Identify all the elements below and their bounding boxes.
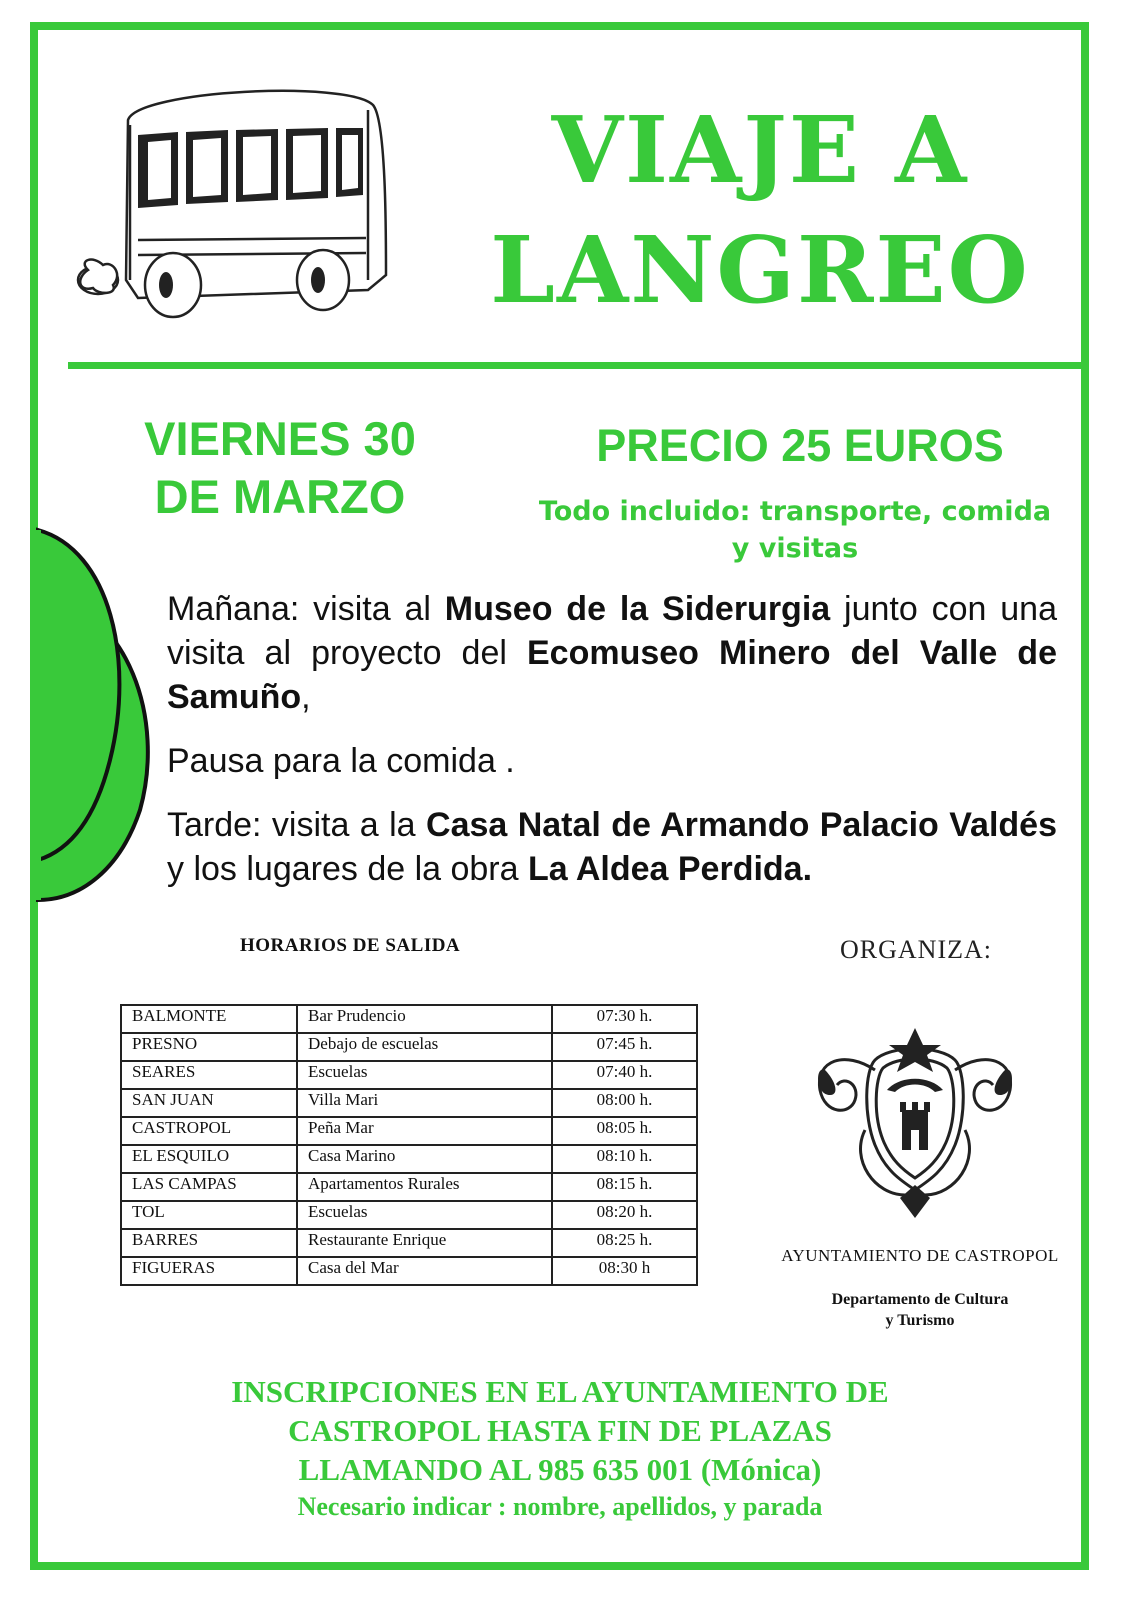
footer-line-4: Necesario indicar : nombre, apellidos, y parada	[297, 1492, 823, 1521]
morning-middle: junto con una visita al proyecto del	[167, 590, 1057, 672]
table-row	[121, 1061, 697, 1089]
stop-place: Restaurante Enrique	[297, 1229, 552, 1257]
included-line-2: y visitas	[731, 533, 859, 564]
price-included	[500, 493, 1090, 567]
morning-suffix: ,	[301, 678, 311, 716]
table-row	[121, 1005, 697, 1033]
organizer-name: AYUNTAMIENTO DE CASTROPOL	[781, 1246, 1059, 1265]
date-line-2: DE MARZO	[154, 470, 406, 523]
table-row	[121, 1117, 697, 1145]
date-line-1: VIERNES 30	[144, 412, 416, 465]
stop-place: Escuelas	[297, 1201, 552, 1229]
table-row	[121, 1173, 697, 1201]
afternoon-middle: y los lugares de la obra	[167, 850, 528, 888]
stop-place: Casa del Mar	[297, 1257, 552, 1285]
footer-line-3: LLAMANDO AL 985 635 001 (Mónica)	[298, 1452, 822, 1487]
organizer-department	[780, 1289, 1060, 1331]
house-name: Casa Natal de Armando Palacio Valdés	[426, 806, 1057, 844]
stop-time: 08:15 h.	[552, 1173, 697, 1201]
stop-town: SAN JUAN	[121, 1089, 297, 1117]
stop-time: 08:30 h	[552, 1257, 697, 1285]
stop-town: TOL	[121, 1201, 297, 1229]
table-row	[121, 1089, 697, 1117]
stop-town: SEARES	[121, 1061, 297, 1089]
footer-line-2: CASTROPOL HASTA FIN DE PLAZAS	[288, 1413, 832, 1448]
afternoon-prefix: Tarde: visita a la	[167, 806, 427, 844]
stop-place: Peña Mar	[297, 1117, 552, 1145]
stop-time: 08:10 h.	[552, 1145, 697, 1173]
table-row	[121, 1145, 697, 1173]
stop-place: Casa Marino	[297, 1145, 552, 1173]
stop-town: FIGUERAS	[121, 1257, 297, 1285]
table-row	[121, 1033, 697, 1061]
table-row	[121, 1229, 697, 1257]
dept-line-2: y Turismo	[885, 1312, 955, 1329]
registration-info	[60, 1372, 1060, 1525]
stop-place: Villa Mari	[297, 1089, 552, 1117]
table-row	[121, 1257, 697, 1285]
morning-paragraph	[167, 587, 1057, 719]
afternoon-paragraph	[167, 803, 1057, 891]
bus-icon	[68, 80, 408, 330]
title-line-1: VIAJE A	[551, 96, 969, 204]
museum-name: Museo de la Siderurgia	[444, 590, 831, 628]
coat-of-arms-icon	[805, 1020, 1025, 1220]
stop-town: PRESNO	[121, 1033, 297, 1061]
stop-town: CASTROPOL	[121, 1117, 297, 1145]
stop-time: 08:05 h.	[552, 1117, 697, 1145]
itinerary	[167, 587, 1057, 911]
stop-place: Escuelas	[297, 1061, 552, 1089]
stop-town: LAS CAMPAS	[121, 1173, 297, 1201]
stop-time: 07:30 h.	[552, 1005, 697, 1033]
stop-time: 08:20 h.	[552, 1201, 697, 1229]
stop-town: BALMONTE	[121, 1005, 297, 1033]
stop-place: Apartamentos Rurales	[297, 1173, 552, 1201]
stop-time: 08:00 h.	[552, 1089, 697, 1117]
trip-price: PRECIO 25 EUROS	[596, 420, 1004, 471]
organizer-label: ORGANIZA:	[840, 935, 992, 964]
decorative-circles-icon	[0, 520, 170, 920]
header-divider	[68, 362, 1088, 369]
stop-town: BARRES	[121, 1229, 297, 1257]
title-line-2: LANGREO	[490, 216, 1030, 324]
footer-line-1: INSCRIPCIONES EN EL AYUNTAMIENTO DE	[231, 1374, 889, 1409]
stop-town: EL ESQUILO	[121, 1145, 297, 1173]
schedule-table	[120, 1004, 698, 1286]
stop-time: 07:45 h.	[552, 1033, 697, 1061]
schedule-title: HORARIOS DE SALIDA	[240, 935, 461, 956]
dept-line-1: Departamento de Cultura	[831, 1291, 1009, 1308]
included-line-1: Todo incluido: transporte, comida	[538, 496, 1052, 527]
trip-date	[100, 410, 460, 526]
ecomuseum-name: Ecomuseo Minero del Valle de Samuño	[167, 634, 1057, 716]
table-row	[121, 1201, 697, 1229]
work-name: La Aldea Perdida.	[527, 850, 813, 888]
stop-time: 07:40 h.	[552, 1061, 697, 1089]
stop-place: Bar Prudencio	[297, 1005, 552, 1033]
morning-prefix: Mañana: visita al	[167, 590, 445, 628]
poster-title	[430, 90, 1090, 330]
lunch-paragraph: Pausa para la comida .	[167, 742, 515, 780]
stop-time: 08:25 h.	[552, 1229, 697, 1257]
stop-place: Debajo de escuelas	[297, 1033, 552, 1061]
